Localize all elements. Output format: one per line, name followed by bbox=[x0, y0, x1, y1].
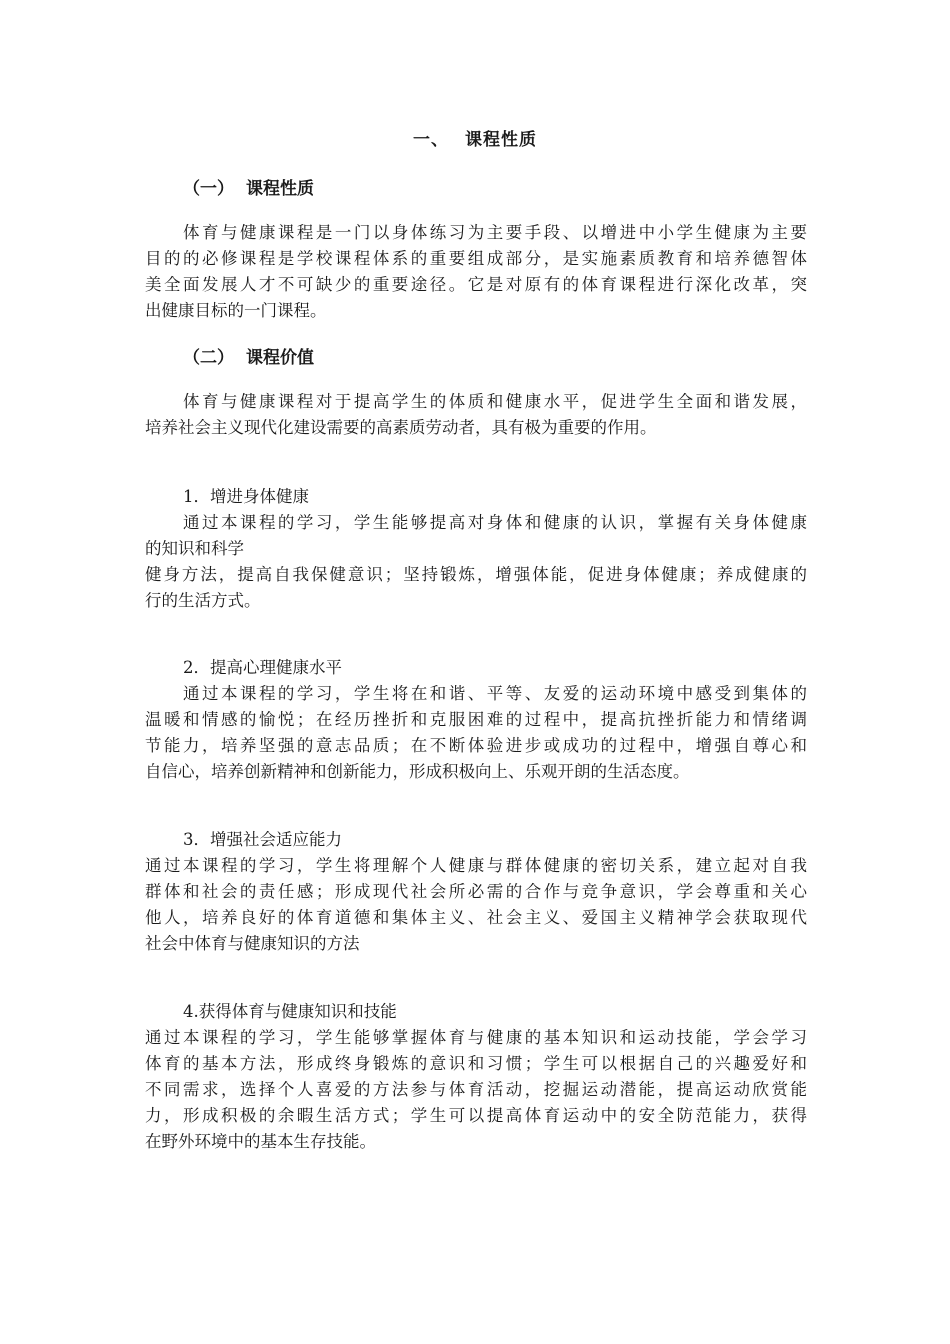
paragraph-line: 他人，培养良好的体育道德和集体主义、社会主义、爱国主义精神学会获取现代 bbox=[145, 908, 807, 927]
item2-heading: 2．提高心理健康水平 bbox=[183, 658, 342, 677]
item4-paragraph bbox=[145, 1025, 807, 1155]
paragraph-line: 体育与健康课程是一门以身体练习为主要手段、以增进中小学生健康为主要 bbox=[183, 223, 807, 242]
paragraph-line: 群体和社会的责任感；形成现代社会所必需的合作与竞争意识，学会尊重和关心 bbox=[145, 882, 807, 901]
paragraph-line: 通过本课程的学习，学生将在和谐、平等、友爱的运动环境中感受到集体的 bbox=[183, 684, 807, 703]
paragraph-line: 自信心，培养创新精神和创新能力，形成积极向上、乐观开朗的生活态度。 bbox=[145, 762, 690, 781]
section2-heading-text: 课程价值 bbox=[246, 348, 314, 368]
item1-paragraph bbox=[145, 510, 807, 614]
paragraph-line: 美全面发展人才不可缺少的重要途径。它是对原有的体育课程进行深化改革，突 bbox=[145, 275, 807, 294]
paragraph-line: 通过本课程的学习，学生能够掌握体育与健康的基本知识和运动技能，学会学习 bbox=[145, 1028, 807, 1047]
paragraph-line: 的知识和科学 bbox=[145, 539, 244, 558]
paragraph-line: 目的的必修课程是学校课程体系的重要组成部分，是实施素质教育和培养德智体 bbox=[145, 249, 807, 268]
paragraph-line: 节能力，培养坚强的意志品质；在不断体验进步或成功的过程中，增强自尊心和 bbox=[145, 736, 807, 755]
paragraph-line: 体育与健康课程对于提高学生的体质和健康水平，促进学生全面和谐发展， bbox=[183, 392, 807, 411]
page-title bbox=[0, 125, 950, 150]
section2-heading bbox=[183, 343, 314, 368]
item3-paragraph bbox=[145, 853, 807, 957]
item4-heading: 4.获得体育与健康知识和技能 bbox=[183, 1002, 397, 1021]
item3-heading: 3．增强社会适应能力 bbox=[183, 830, 342, 849]
title-number: 一、 bbox=[413, 130, 449, 150]
paragraph-line: 体育的基本方法，形成终身锻炼的意识和习惯；学生可以根据自己的兴趣爱好和 bbox=[145, 1054, 807, 1073]
paragraph-line: 培养社会主义现代化建设需要的高素质劳动者，具有极为重要的作用。 bbox=[145, 418, 657, 437]
section1-heading bbox=[183, 174, 314, 199]
paragraph-line: 在野外环境中的基本生存技能。 bbox=[145, 1132, 376, 1151]
section1-heading-text: 课程性质 bbox=[246, 179, 314, 199]
item1-heading: 1．增进身体健康 bbox=[183, 487, 309, 506]
paragraph-line: 行的生活方式。 bbox=[145, 591, 261, 610]
item2-paragraph bbox=[145, 681, 807, 785]
paragraph-line: 温暖和情感的愉悦；在经历挫折和克服困难的过程中，提高抗挫折能力和情绪调 bbox=[145, 710, 807, 729]
section1-paragraph bbox=[145, 220, 807, 324]
paragraph-line: 健身方法，提高自我保健意识；坚持锻炼，增强体能，促进身体健康；养成健康的 bbox=[145, 565, 807, 584]
paragraph-line: 通过本课程的学习，学生能够提高对身体和健康的认识，掌握有关身体健康 bbox=[183, 513, 807, 532]
title-text: 课程性质 bbox=[465, 130, 537, 150]
section1-number: （一） bbox=[183, 179, 234, 199]
paragraph-line: 社会中体育与健康知识的方法 bbox=[145, 934, 360, 953]
section2-paragraph bbox=[145, 389, 807, 441]
paragraph-line: 不同需求，选择个人喜爱的方法参与体育活动，挖掘运动潜能，提高运动欣赏能 bbox=[145, 1080, 807, 1099]
paragraph-line: 出健康目标的一门课程。 bbox=[145, 301, 327, 320]
paragraph-line: 力，形成积极的余暇生活方式；学生可以提高体育运动中的安全防范能力，获得 bbox=[145, 1106, 807, 1125]
section2-number: （二） bbox=[183, 348, 234, 368]
paragraph-line: 通过本课程的学习，学生将理解个人健康与群体健康的密切关系，建立起对自我 bbox=[145, 856, 807, 875]
